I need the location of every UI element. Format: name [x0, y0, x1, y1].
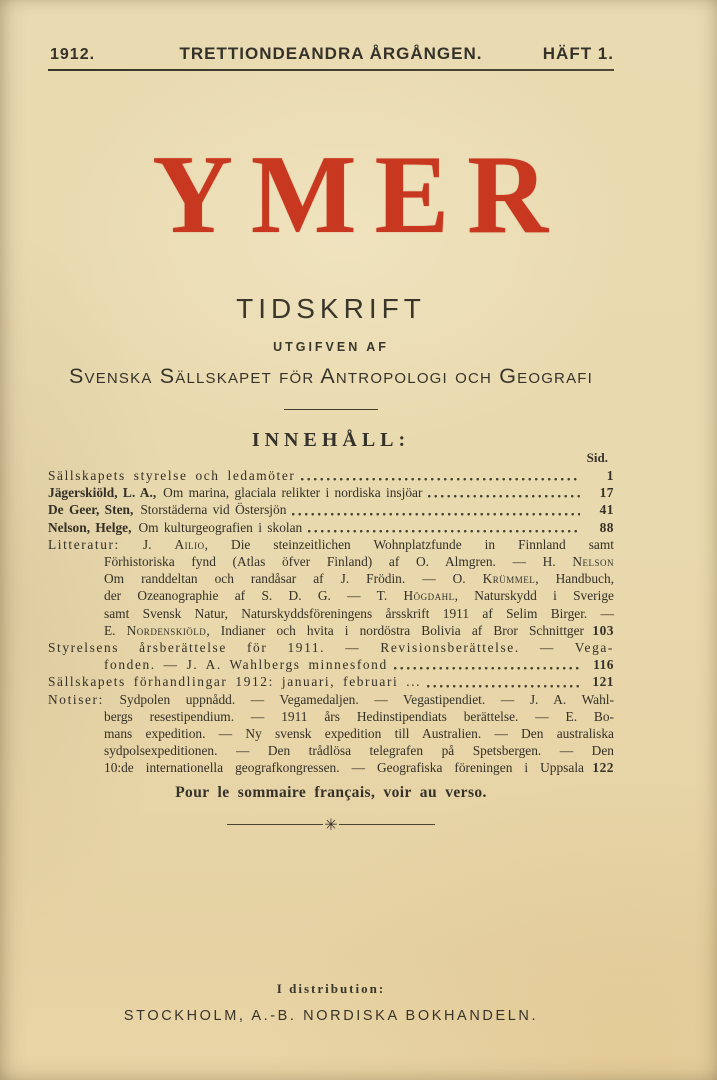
- distributor-name: STOCKHOLM, A.-B. NORDISKA BOKHANDELN.: [123, 1007, 539, 1024]
- society-name: Svenska Sällskapet för Antropologi och Geografi: [68, 364, 594, 388]
- published-by-label: UTGIFVEN AF: [273, 340, 389, 354]
- toc-line: [48, 484, 614, 501]
- toc-line: [48, 587, 614, 604]
- dot-leader: [308, 530, 580, 533]
- toc-text: Förhistoriska fynd (Atlas öfver Finland) af O. Almgren. — H. Nelson: [104, 554, 614, 570]
- toc-text: Notiser: Sydpolen uppnådd. — Vegamedaljen. — Vegastipendiet. — J. A. Wahl-: [48, 691, 614, 707]
- toc-text: Styrelsens årsberättelse för 1911. — Revisionsberättelse. — Vega-: [48, 640, 614, 656]
- page-header: [48, 44, 614, 66]
- toc-line: [48, 691, 614, 708]
- toc-text: der Ozeanographie af S. D. G. — T. Högdahl, Naturskydd i Sverige: [104, 588, 614, 604]
- dot-leader: [394, 667, 580, 670]
- toc-text: Om randdeltan och randåsar af J. Frödin. — O. Krümmel, Handbuch,: [104, 571, 614, 587]
- header-rule: [48, 69, 614, 71]
- section-divider: [48, 814, 614, 834]
- toc-line: [48, 673, 614, 690]
- toc-line: [48, 467, 614, 484]
- toc-text: Litteratur: J. Ailio, Die steinzeitlichen Wohnplatzfunde in Finnland samt: [48, 536, 614, 552]
- toc-text: Sällskapets styrelse och ledamöter: [48, 468, 296, 483]
- header-volume: TRETTIONDEANDRA ÅRGÅNGEN.: [179, 44, 483, 63]
- toc-line: [48, 639, 614, 656]
- page-number: 122: [592, 760, 614, 776]
- title-rule: [284, 409, 378, 410]
- toc-line: [48, 519, 614, 536]
- toc-text: samt Svensk Natur, Naturskyddsföreningens årsskrift 1911 af Selim Birger. —: [104, 605, 614, 621]
- journal-title: YMER: [152, 133, 566, 257]
- toc-text: 10:de internationella geografkongressen. — Geografiska föreningen i Uppsala: [104, 760, 584, 776]
- toc-text: Sällskapets förhandlingar 1912: januari, februari ...: [48, 674, 422, 690]
- contents-list: [48, 467, 614, 777]
- journal-subtitle: TIDSKRIFT: [236, 293, 426, 324]
- toc-line: [48, 570, 614, 587]
- page-content: [48, 0, 614, 1024]
- page-column-label: Sid.: [586, 450, 608, 465]
- toc-line: [48, 759, 614, 776]
- toc-line: [48, 553, 614, 570]
- dot-leader: [292, 513, 580, 516]
- page-number: 116: [593, 657, 614, 673]
- page-number: 121: [592, 674, 614, 690]
- contents-heading: INNEHÅLL:: [251, 429, 411, 451]
- divider-line-right: [339, 824, 435, 825]
- divider-line-left: [227, 824, 323, 825]
- toc-line: [48, 605, 614, 622]
- dot-leader: [427, 685, 580, 688]
- star-ornament-icon: ✳: [324, 814, 338, 834]
- toc-line: [48, 742, 614, 759]
- toc-line: [48, 622, 614, 639]
- dot-leader: [301, 478, 580, 481]
- page-number: 88: [599, 519, 614, 535]
- page-number: 103: [592, 622, 614, 638]
- header-issue: HÄFT 1.: [542, 44, 614, 63]
- toc-line: [48, 656, 614, 673]
- toc-text: Nelson, Helge, Om kulturgeografien i skolan: [48, 519, 303, 535]
- distribution-label: I distribution:: [276, 980, 386, 996]
- dot-leader: [428, 495, 580, 498]
- toc-text: fonden. — J. A. Wahlbergs minnesfond: [104, 657, 388, 673]
- toc-text: bergs resestipendium. — 1911 års Hedinstipendiats berättelse. — E. Bo-: [104, 708, 614, 724]
- toc-text: Jägerskiöld, L. A., Om marina, glaciala relikter i nordiska insjöar: [48, 485, 423, 501]
- toc-text: sydpolsexpeditionen. — Den trådlösa telegrafen på Spetsbergen. — Den: [104, 743, 614, 759]
- header-year: 1912.: [50, 46, 96, 63]
- toc-text: mans expedition. — Ny svensk expedition till Australien. — Den australiska: [104, 726, 614, 742]
- toc-line: [48, 536, 614, 553]
- page-number: 17: [599, 485, 614, 501]
- toc-line: [48, 501, 614, 518]
- page-number: 41: [599, 502, 614, 518]
- toc-line: [48, 725, 614, 742]
- sommaire-note: Pour le sommaire français, voir au verso.: [175, 783, 487, 801]
- toc-text: E. Nordenskiöld, Indianer och hvita i nordöstra Bolivia af Bror Schnittger: [104, 622, 585, 638]
- page-number: 1: [606, 468, 614, 483]
- toc-line: [48, 708, 614, 725]
- toc-text: De Geer, Sten, Storstäderna vid Östersjön: [48, 502, 287, 518]
